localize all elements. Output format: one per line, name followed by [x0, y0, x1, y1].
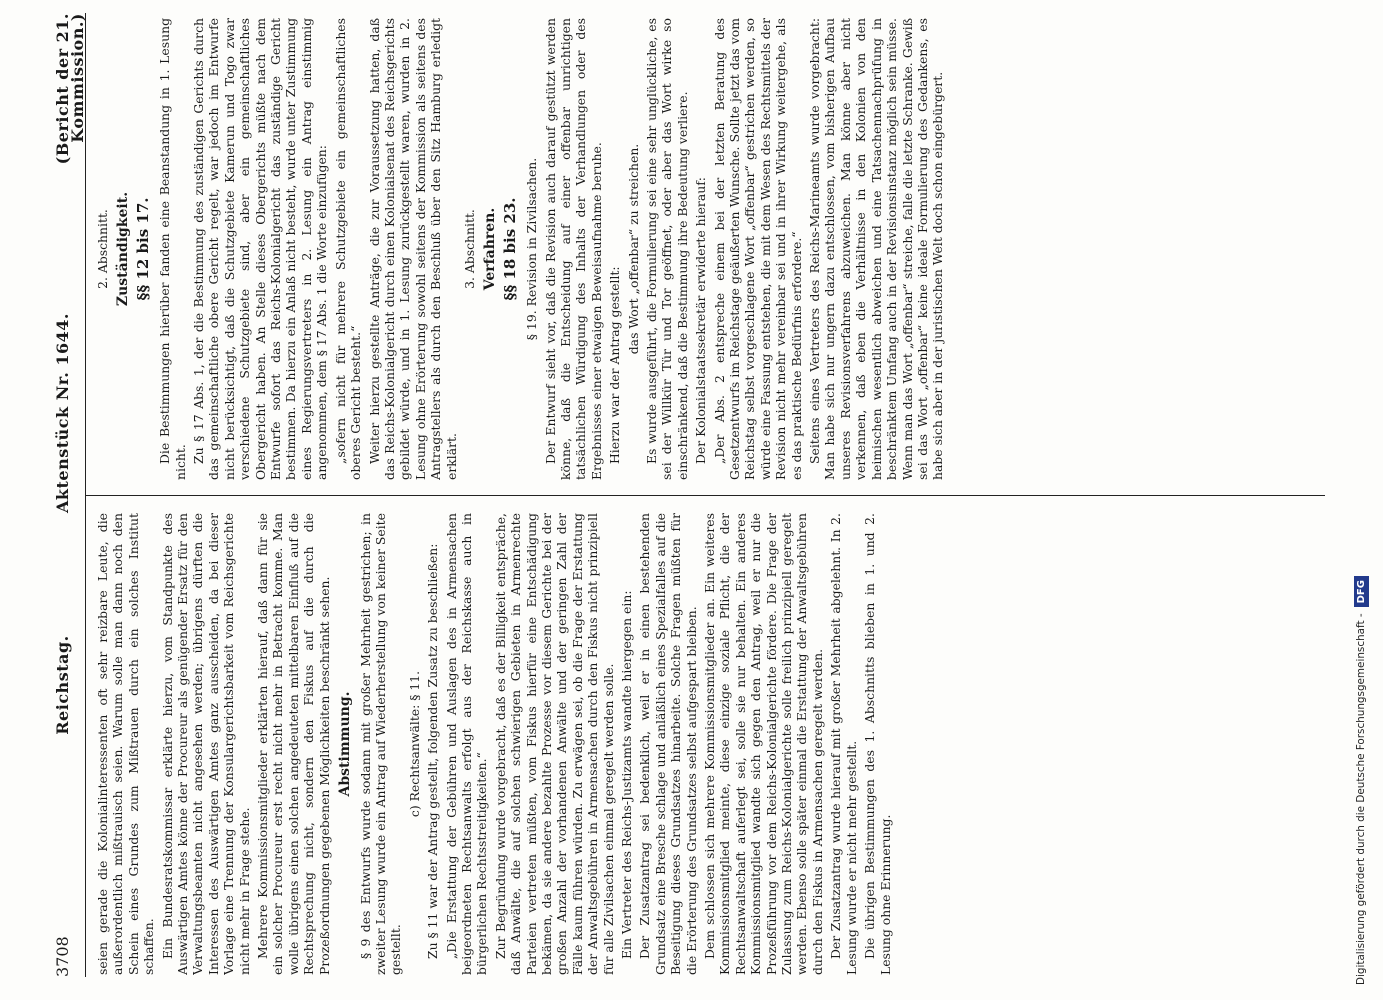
quoted-paragraph: „sofern nicht für mehrere Schutzgebiete ein gemeinschaftliches oberes Gericht besteht.“ [332, 18, 364, 480]
paragraph: Seitens eines Vertreters des Reichs-Marineamts wurde vorgebracht: Man habe sich nur ungern dazu entschlossen, vom bisherigen Aufbau unseres Revisionsverfahrens abzuweichen. Man könne aber nicht verkennen, daß eben die Verhältnisse in den Kolonien von den heimischen wesentlich abweichen und eine Tatsachennachprüfung in beschränktem Umfang auch in der Revisionsinstanz möglich sein müsse. Wenn man das Wort „offenbar“ streiche, falle die letzte Schranke. Gewiß sei das Wort „offenbar“ keine ideale Formulierung des Gedankens, es habe sich aber in der juristischen Welt doch schon eingebürgert. [807, 18, 946, 480]
paragraph: Die Bestimmungen hierüber fanden eine Beanstandung in 1. Lesung nicht. [157, 18, 188, 480]
page-number: 3708 [53, 936, 72, 977]
dfg-logo: DFG [1354, 576, 1369, 607]
column-rule [85, 495, 1325, 496]
paragraph: Weiter hierzu gestellte Anträge, die zur Voraussetzung hatten, daß das Reichs-Kolonialgericht durch einen Kolonialsenat des Reichsgerichts gebildet würde, und in 1. Lesung zurückgestellt waren, wurden in 2. Lesung ohne Erörterung sowohl seitens der Kommission als seitens des Antragstellers als durch den Beschluß über den Sitz Hamburg erledigt erklärt. [366, 18, 459, 480]
right-column [95, 18, 1325, 480]
page-header [53, 13, 88, 977]
paragraph: Mehrere Kommissionsmitglieder erklärten hierauf, daß dann für sie ein solcher Procureur erst recht nicht mehr in Betracht komme. Man wolle übrigens einen solchen angedeuteten mittelbaren Einfluß auf die Rechtsprechung nicht, sondern den Fiskus auf die durch die Prozeßordnungen gegebenen Möglichkeiten beschränkt sehen. [255, 513, 332, 975]
paragraph: Hierzu war der Antrag gestellt: [607, 266, 623, 464]
quoted-paragraph: „Die Erstattung der Gebühren und Auslagen des in Armensachen beigeordneten Rechtsanwalts erfolgt aus der Reichskasse auch in bürgerlichen Rechtsstreitigkeiten.“ [443, 513, 490, 975]
header-reichstag: Reichstag. [53, 635, 72, 735]
paragraph: Dem schlossen sich mehrere Kommissionsmitglieder an. Ein weiteres Kommissionsmitglied meinte, diese einzige soziale Pflicht, die der Rechtsanwaltschaft auferlegt sei, solle sie nur behalten. Ein anderes Kommissionsmitglied wandte sich gegen den Antrag, weil er nur die Prozeßführung vor dem Reichs-Kolonialgerichte fördere. Die Frage der Zulassung zum Reichs-Kolonialgerichte solle freilich prinzipiell geregelt werden. Ebenso solle später einmal die Erstattung der Anwaltsgebühren durch den Fiskus in Armensachen geregelt werden. [702, 513, 825, 975]
section-heading: Zuständigkeit. [115, 191, 132, 307]
paragraph: Der Zusatzantrag wurde hierauf mit großer Mehrheit abgelehnt. In 2. Lesung wurde er nicht mehr gestellt. [828, 513, 859, 975]
left-column [95, 513, 1325, 975]
paragraph: Zur Begründung wurde vorgebracht, daß es der Billigkeit entspräche, daß Anwälte, die auf solchen schwierigen Gebieten in Armenrechte Parteien vertreten müßten, vom Fiskus hierfür eine Entschädigung bekämen, da sie andere bezahlte Prozesse vor diesem Gerichte bei der großen Anzahl der vorhandenen Anwälte und der geringen Zahl der Fälle kaum führen würden. Zu erwägen sei, ob die Frage der Erstattung der Anwaltsgebühren in Armensachen durch den Fiskus nicht prinzipiell für alle Zivilsachen einmal geregelt werden solle. [492, 513, 616, 975]
centered-line: 2. Abschnitt. [95, 209, 110, 289]
paragraph: Der Entwurf sieht vor, daß die Revision auch darauf gestützt werden könne, daß die Entscheidung auf einer offenbar unrichtigen tatsächlichen Würdigung des Inhalts der Verhandlungen oder des Ergebnisses einer etwaigen Beweisaufnahme beruhe. [542, 18, 604, 480]
quoted-paragraph: „Der Abs. 2 entspreche einem bei der letzten Beratung des Gesetzentwurfs im Reichstage geäußerten Wunsche. Sollte jetzt das vom Reichstag selbst vorgeschlagene Wort „offenbar“ gestrichen werden, so würde eine Fassung entstehen, die mit dem Wesen des Rechtsmittels der Revision nicht mehr vereinbar sei und in ihrer Wirkung weitergehe, als es das praktische Bedürfnis erfordere.“ [711, 18, 804, 480]
paragraph: Zu § 11 war der Antrag gestellt, folgenden Zusatz zu beschließen: [425, 543, 441, 959]
centered-line: c) Rechtsanwälte: § 11. [406, 670, 422, 818]
paragraph: § 9 des Entwurfs wurde sodann mit großer Mehrheit gestrichen; in zweiter Lesung wurde ein Antrag auf Wiederherstellung von keiner Seite gestellt. [357, 513, 404, 975]
section-heading: Verfahren. [482, 207, 499, 291]
paragraph: Der Kolonialstaatssekretär erwiderte hierauf: [693, 177, 709, 464]
rotated-page-content [55, 5, 1345, 985]
section-heading: Abstimmung. [337, 691, 354, 797]
paragraph: Die übrigen Bestimmungen des 1. Abschnitts blieben in 1. und 2. Lesung ohne Erinnerung. [862, 513, 893, 975]
centered-line: das Wort „offenbar“ zu streichen. [625, 143, 641, 355]
digitization-credit [1351, 5, 1371, 985]
paragraph: Der Zusatzantrag sei bedenklich, weil er in einen bestehenden Grundsatz eine Bresche schlage und anläßlich eines Spezialfalles auf die Beseitigung dieses Grundsatzes hinarbeite. Solche Fragen müßten für die Erörterung des Grundsatzes selbst aufgespart bleiben. [637, 513, 699, 975]
section-range-heading: §§ 12 bis 17. [133, 197, 152, 301]
section-range-heading: §§ 18 bis 23. [500, 197, 519, 301]
paragraph: Ein Bundesratskommissar erklärte hierzu, vom Standpunkte des Auswärtigen Amtes könne der Procureur als genügender Ersatz für den Verwaltungsbeamten nicht angesehen werden; übrigens dürften die Interessen des Auswärtigen Amtes ganz ausscheiden, da bei dieser Vorlage eine Trennung der Konsulargerichtsbarkeit vom Reichsgerichte nicht mehr in Frage stehe. [159, 513, 252, 975]
paragraph: seien gerade die Kolonialinteressenten oft sehr reizbare Leute, die außerordentlich mißtrauisch seien. Warum solle man dann noch den Schein eines Grundes zum Mißtrauen durch ein solches Institut schaffen. [95, 513, 157, 975]
paragraph: Es wurde ausgeführt, die Formulierung sei eine sehr unglückliche, es sei der Willkür Tür und Tor geöffnet, oder aber das Wort wirke so einschränkend, daß die Bestimmung ihre Bedeutung verliere. [644, 18, 690, 480]
paragraph: Ein Vertreter des Reichs-Justizamts wandte hiergegen ein: [619, 590, 634, 959]
paragraph: Zu § 17 Abs. 1, der die Bestimmung des zuständigen Gerichts durch das gemeinschaftliche obere Gericht regelt, war jedoch im Entwurfe nicht berücksichtigt, daß die Schutzgebiete Kamerun und Togo zwar verschiedene Schutzgebiete sind, aber ein gemeinschaftliches Obergericht haben. An Stelle dieses Obergerichts müßte nach dem Entwurfe sofort das Reichs-Kolonialgericht das zuständige Gericht bestimmen. Da hierzu ein Anlaß nicht besteht, wurde unter Zustimmung eines Regierungsvertreters in 2. Lesung ein Antrag einstimmig angenommen, dem § 17 Abs. 1 die Worte einzufügen: [191, 18, 330, 480]
header-bericht: (Bericht der 21. Kommission.) [53, 13, 88, 165]
digitization-credit-text: Digitalisierung gefördert durch die Deutsche Forschungsgemeinschaft - [1355, 613, 1367, 985]
centered-line: § 19. Revision in Zivilsachen. [524, 157, 540, 341]
header-aktenstueck: Aktenstück Nr. 1644. [53, 313, 72, 513]
centered-line: 3. Abschnitt. [461, 209, 477, 289]
